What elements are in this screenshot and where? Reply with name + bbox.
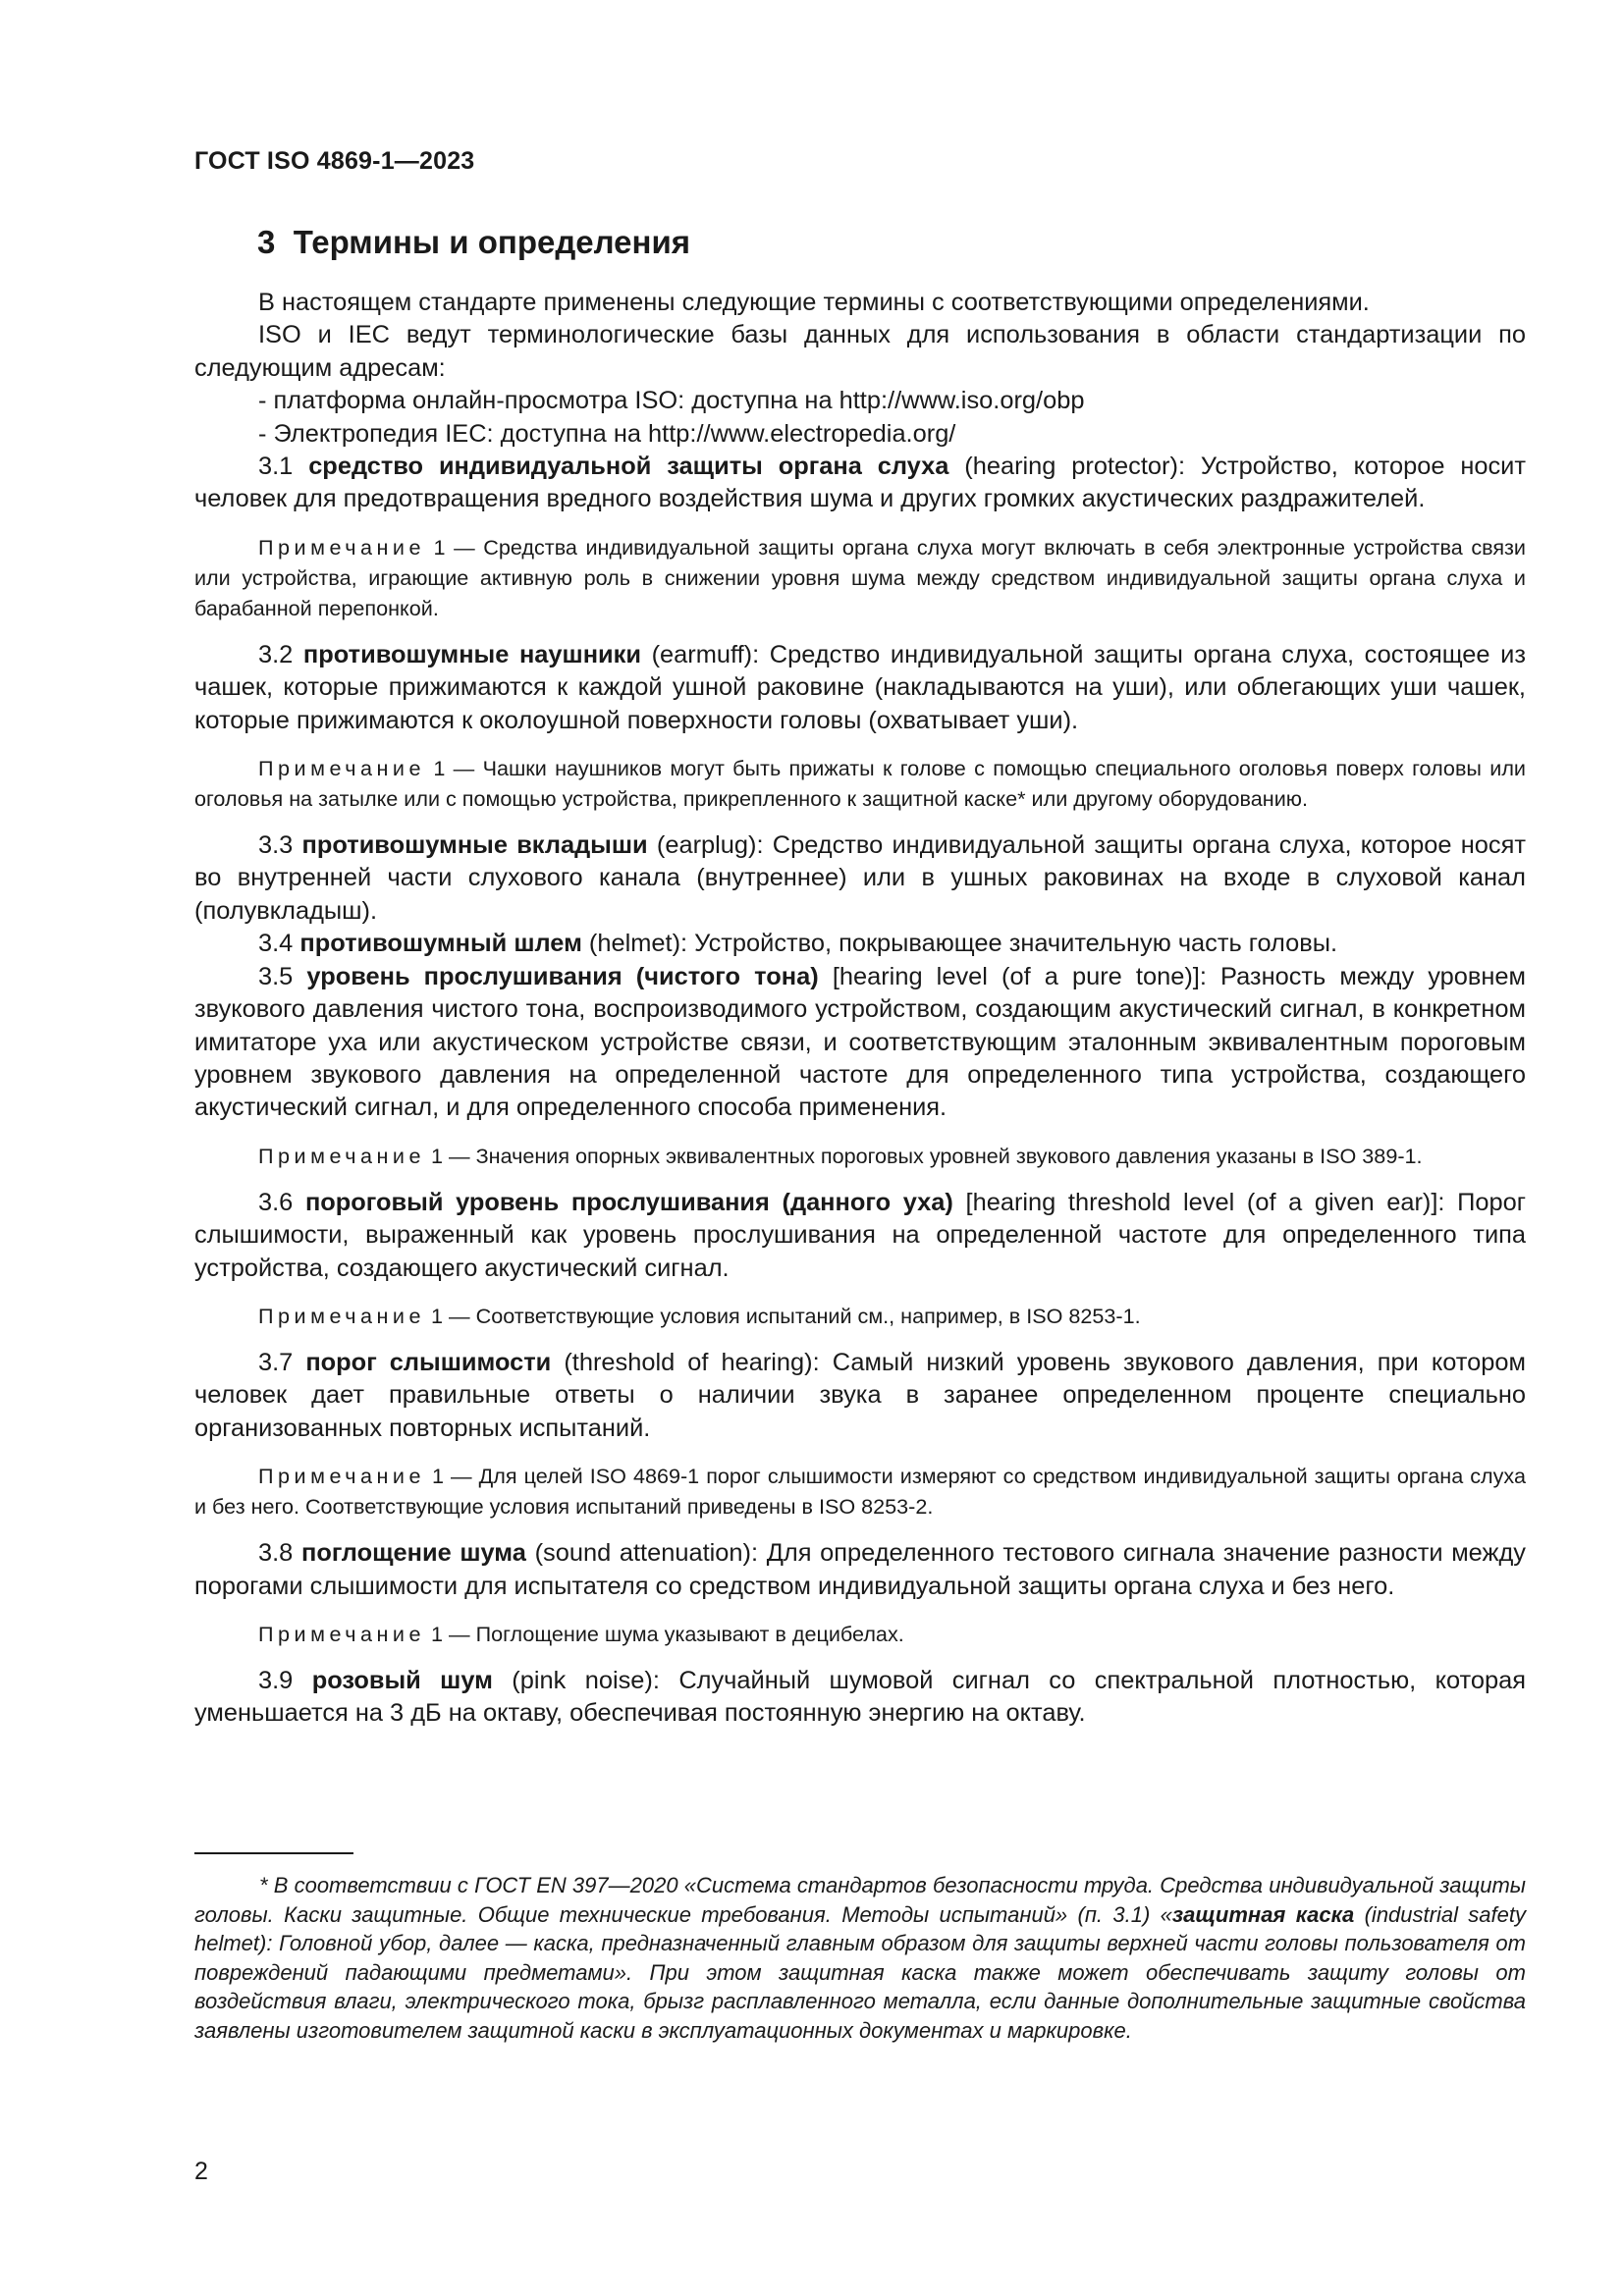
term-name: противошумный шлем xyxy=(299,930,582,958)
term-number: 3.5 xyxy=(258,962,294,990)
term-name: пороговый уровень прослушивания (данного уха) xyxy=(304,1188,953,1216)
term-number: 3.9 xyxy=(258,1666,294,1694)
section-body xyxy=(194,287,1526,1731)
term-entry xyxy=(194,961,1526,1125)
term-number: 3.8 xyxy=(258,1539,294,1568)
note-text: 1 — Средства индивидуальной защиты органа слуха могут включать в себя электронные устройства связи или устройства, играющие активную роль в снижении уровня шума между средством индивидуальной защиты органа слуха и барабанной перепонкой. xyxy=(194,534,1526,620)
intro-list-item: - Электропедия IEC: доступна на http://www.electropedia.org/ xyxy=(258,419,956,448)
note-text: 1 — Значения опорных эквивалентных пороговых уровней звукового давления указаны в ISO 389-1. xyxy=(425,1143,1423,1168)
term-entry xyxy=(194,1187,1526,1285)
note-text: 1 — Поглощение шума указывают в децибелах. xyxy=(425,1621,904,1646)
intro-paragraph: В настоящем стандарте применены следующие термины с соответствующими определениями. xyxy=(258,289,1370,316)
term-name: противошумные вкладыши xyxy=(301,831,648,860)
term-entry xyxy=(194,1347,1526,1445)
term-definition: [hearing threshold level (of a given ear)]: Порог слышимости, выраженный как уровень прослушивания на определенной частоте для определенного типа устройства, создающего акустический сигнал. xyxy=(194,1188,1526,1282)
term-definition: (hearing protector): Устройство, которое носит человек для предотвращения вредного воздействия шума и других громких акустических раздражителей. xyxy=(194,453,1526,513)
term-name: средство индивидуальной защиты органа слуха xyxy=(308,453,949,481)
term-note xyxy=(194,532,1526,623)
term-definition: (earplug): Средство индивидуальной защиты органа слуха, которое носят во внутренней части слухового канала (внутреннее) или в ушных раковинах на входе в слуховой канал (полувкладыш). xyxy=(194,831,1526,925)
term-name: противошумные наушники xyxy=(302,640,641,668)
section-title-text: Термины и определения xyxy=(293,224,690,260)
note-text: 1 — Соответствующие условия испытаний см., например, в ISO 8253-1. xyxy=(425,1303,1141,1328)
note-label: Примечание xyxy=(258,756,425,781)
term-name: порог слышимости xyxy=(305,1348,552,1376)
term-number: 3.3 xyxy=(258,831,294,860)
term-note xyxy=(194,1619,1526,1649)
term-number: 3.1 xyxy=(258,453,294,481)
document-header: ГОСТ ISO 4869-1—2023 xyxy=(194,147,475,175)
term-entry xyxy=(194,1537,1526,1603)
term-number: 3.7 xyxy=(258,1348,294,1376)
intro-list-item: - платформа онлайн-просмотра ISO: доступна на http://www.iso.org/obp xyxy=(258,387,1085,415)
term-entry xyxy=(194,451,1526,516)
term-number: 3.4 xyxy=(258,930,294,958)
term-entry xyxy=(194,639,1526,737)
note-label: Примечание xyxy=(258,1143,425,1168)
footnote-separator xyxy=(194,1852,353,1854)
term-definition: (threshold of hearing): Самый низкий уровень звукового давления, при котором человек дает правильные ответы о наличии звука в заранее определенном проценте специально организованных повторных испытаний. xyxy=(194,1348,1526,1442)
term-number: 3.2 xyxy=(258,640,294,668)
term-note xyxy=(194,1461,1526,1522)
footnote-text: (industrial safety helmet): Головной убор, далее — каска, предназначенный главным образом для защиты верхней части головы пользователя от повреждений падающими предметами». При этом защитная каска также может обеспечивать защиту головы от воздействия влаги, электрического тока, брызг расплавленного металла, если данные дополнительные защитные свойства заявлены изготовителем защитной каски в эксплуатационных документах и маркировке. xyxy=(194,1901,1526,2043)
note-text: 1 — Для целей ISO 4869-1 порог слышимости измеряют со средством индивидуальной защиты органа слуха и без него. Соответствующие условия испытаний приведены в ISO 8253-2. xyxy=(194,1464,1526,1520)
note-label: Примечание xyxy=(258,1621,425,1646)
term-definition: (helmet): Устройство, покрывающее значительную часть головы. xyxy=(581,930,1338,958)
term-definition: (sound attenuation): Для определенного тестового сигнала значение разности между порогами слышимости для испытателя со средством индивидуальной защиты органа слуха и без него. xyxy=(194,1539,1527,1600)
note-label: Примечание xyxy=(258,1303,425,1328)
footnote-term: защитная каска xyxy=(1171,1901,1355,1927)
footnote-text: * В соответствии с ГОСТ EN 397—2020 «Система стандартов безопасности труда. Средства индивидуальной защиты головы. Каски защитные. Общие технические требования. Методы испытаний» (п. 3.1) « xyxy=(194,1873,1526,1927)
term-note xyxy=(194,753,1526,814)
term-definition: (pink noise): Случайный шумовой сигнал со спектральной плотностью, которая уменьшается на 3 дБ на октаву, обеспечивая постоянную энергию на октаву. xyxy=(194,1666,1527,1728)
term-name: поглощение шума xyxy=(300,1539,526,1568)
page-number: 2 xyxy=(194,2158,208,2185)
note-label: Примечание xyxy=(258,534,425,560)
note-label: Примечание xyxy=(258,1464,425,1489)
term-note xyxy=(194,1141,1526,1171)
term-entry xyxy=(194,928,1526,960)
term-name: розовый шум xyxy=(311,1666,493,1694)
term-note xyxy=(194,1301,1526,1331)
term-definition: (earmuff): Средство индивидуальной защиты органа слуха, состоящее из чашек, которые прижимаются к каждой ушной раковине (накладываются на уши), или облегающих уши чашек, которые прижимаются к околоушной поверхности головы (охватывает уши). xyxy=(194,640,1526,734)
section-title xyxy=(257,224,690,261)
note-text: 1 — Чашки наушников могут быть прижаты к голове с помощью специального оголовья поверх головы или оголовья на затылке или с помощью устройства, прикрепленного к защитной каске* или другому оборудованию. xyxy=(194,756,1526,812)
term-number: 3.6 xyxy=(258,1188,294,1216)
term-name: уровень прослушивания (чистого тона) xyxy=(306,962,819,990)
term-entry xyxy=(194,829,1526,928)
section-number: 3 xyxy=(257,224,276,260)
term-definition: [hearing level (of a pure tone)]: Разность между уровнем звукового давления чистого тона, воспроизводимого устройством, создающим акустический сигнал, в конкретном имитаторе уха или акустическом устройстве связи, и соответствующим эталонным эквивалентным пороговым уровнем звукового давления на определенной частоте для определенного типа устройства, создающего акустический сигнал, и для определенного способа применения. xyxy=(194,962,1527,1122)
term-entry xyxy=(194,1665,1526,1731)
footnote xyxy=(194,1871,1526,2045)
intro-paragraph: ISO и IEC ведут терминологические базы данных для использования в области стандартизации по следующим адресам: xyxy=(194,321,1526,382)
